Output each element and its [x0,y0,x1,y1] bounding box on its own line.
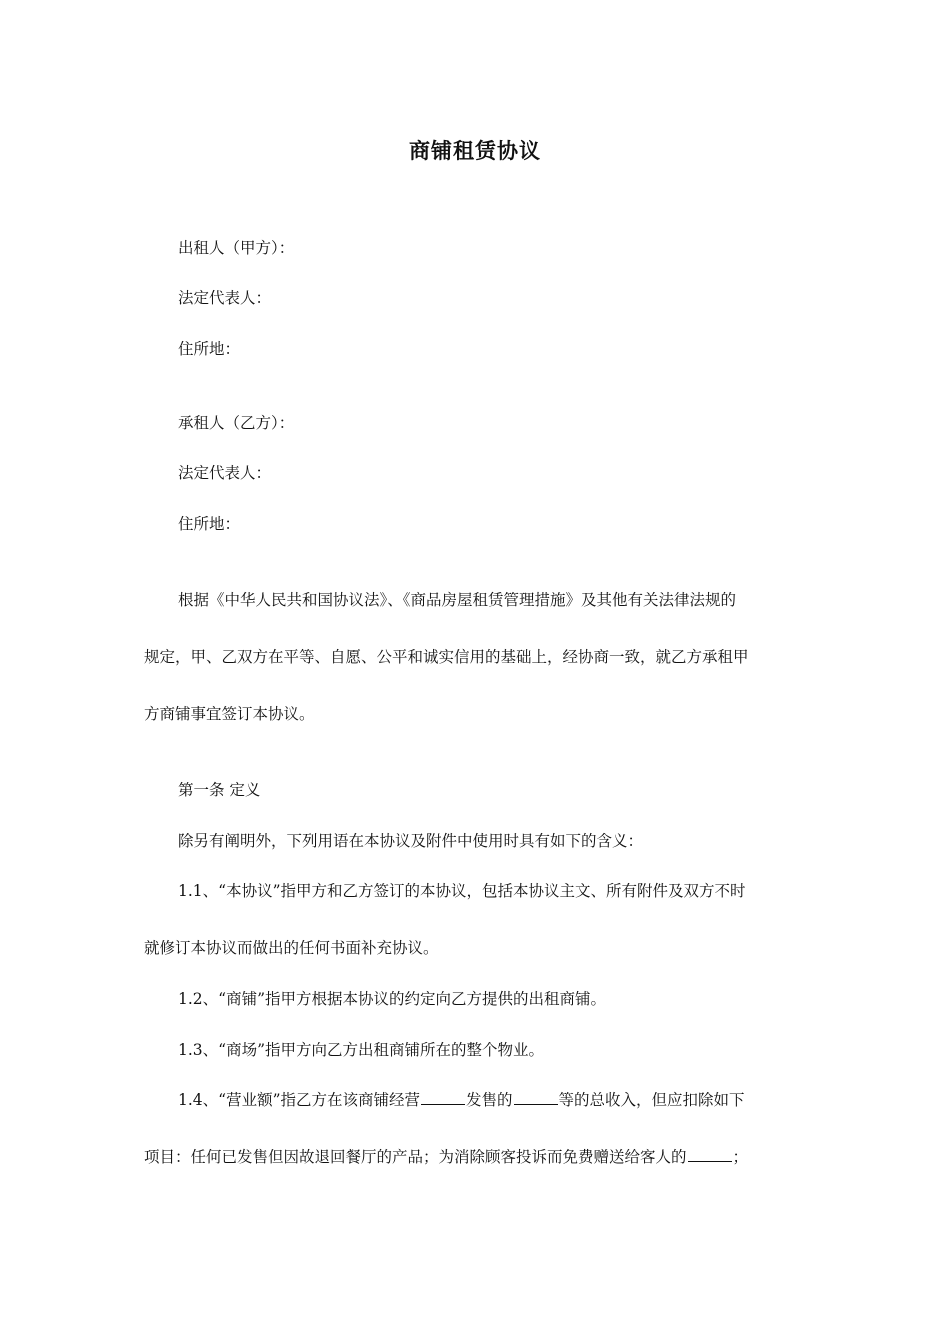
article-1-heading: 第一条 定义 [178,781,261,799]
lessee-address-label: 住所地： [178,515,241,533]
preamble-line-1: 根据《中华人民共和国协议法》、《商品房屋租赁管理措施》及其他有关法律法规的 [178,591,737,609]
item-1-1-line-2: 就修订本协议而做出的任何书面补充协议。 [144,939,439,957]
blank-field [688,1147,732,1162]
lessor-address-label: 住所地： [178,340,241,358]
preamble-line-3: 方商铺事宜签订本协议。 [144,705,315,723]
item-1-4-line-1 [178,1089,745,1111]
item-1-1-line-1: 1.1、“本协议”指甲方和乙方签订的本协议，包括本协议主文、所有附件及双方不时 [178,882,746,900]
article-1-intro: 除另有阐明外，下列用语在本协议及附件中使用时具有如下的含义： [178,832,644,850]
item-1-2: 1.2、“商铺”指甲方根据本协议的约定向乙方提供的出租商铺。 [178,990,607,1008]
document-title: 商铺租赁协议 [409,138,541,163]
item-1-3: 1.3、“商场”指甲方向乙方出租商铺所在的整个物业。 [178,1041,544,1059]
blank-field [421,1090,465,1105]
item-1-4-text-c: 等的总收入，但应扣除如下 [558,1091,745,1109]
item-1-4-text-b: 发售的 [466,1091,513,1109]
item-1-4-line-2 [144,1146,748,1168]
item-1-4-text-d: 项目：任何已发售但因故退回餐厅的产品；为消除顾客投诉而免费赠送给客人的 [144,1148,687,1166]
preamble-line-2: 规定，甲、乙双方在平等、自愿、公平和诚实信用的基础上，经协商一致，就乙方承租甲 [144,648,749,666]
lessee-party-label: 承租人（乙方）： [178,414,295,432]
lessor-party-label: 出租人（甲方）： [178,239,295,257]
lessee-representative-label: 法定代表人： [178,464,272,482]
item-1-4-text-e: ； [732,1148,749,1166]
lessor-representative-label: 法定代表人： [178,289,272,307]
blank-field [514,1090,558,1105]
item-1-4-text-a: 1.4、“营业额”指乙方在该商铺经营 [178,1091,420,1109]
